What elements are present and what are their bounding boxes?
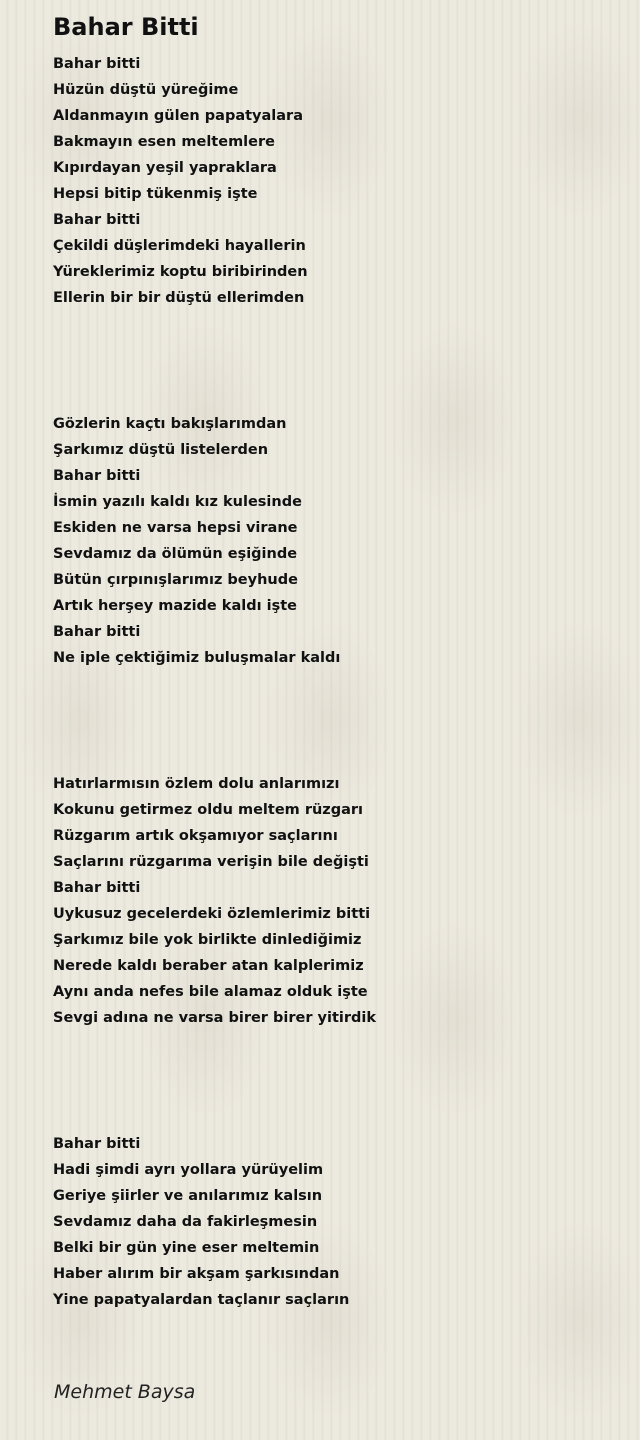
poem-line: Şarkımız düştü listelerden <box>53 442 269 458</box>
poem-line: Yüreklerimiz koptu biribirinden <box>53 264 308 280</box>
poem-line: Sevdamız daha da fakirleşmesin <box>53 1214 318 1230</box>
poem-line: Geriye şiirler ve anılarımız kalsın <box>53 1188 323 1204</box>
poem-line: Yine papatyalardan taçlanır saçların <box>53 1292 350 1308</box>
poem-line: Sevgi adına ne varsa birer birer yitirdik <box>53 1010 377 1026</box>
poem-line: Bahar bitti <box>53 880 141 896</box>
poem-line: Hepsi bitip tükenmiş işte <box>53 186 258 202</box>
poem-line: Aldanmayın gülen papatyalara <box>53 108 303 124</box>
stanza-3 <box>53 771 376 1031</box>
poem-line: Uykusuz gecelerdeki özlemlerimiz bitti <box>53 906 371 922</box>
poem-line: Bahar bitti <box>53 624 141 640</box>
poem-line: İsmin yazılı kaldı kız kulesinde <box>53 494 302 510</box>
poem-line: Bütün çırpınışlarımız beyhude <box>53 572 298 588</box>
stanza-4 <box>53 1131 349 1313</box>
poem-line: Saçlarını rüzgarıma verişin bile değişti <box>53 854 369 870</box>
poem-line: Hadi şimdi ayrı yollara yürüyelim <box>53 1162 324 1178</box>
poem-line: Kokunu getirmez oldu meltem rüzgarı <box>53 802 364 818</box>
poem-line: Bahar bitti <box>53 56 141 72</box>
poem-line: Nerede kaldı beraber atan kalplerimiz <box>53 958 364 974</box>
poem-line: Aynı anda nefes bile alamaz olduk işte <box>53 984 368 1000</box>
poem-line: Bahar bitti <box>53 468 141 484</box>
poem-line: Bahar bitti <box>53 212 141 228</box>
poem-line: Şarkımız bile yok birlikte dinlediğimiz <box>53 932 362 948</box>
poem-line: Gözlerin kaçtı bakışlarımdan <box>53 416 287 432</box>
poem-line: Eskiden ne varsa hepsi virane <box>53 520 298 536</box>
stanza-2 <box>53 411 340 671</box>
stanza-1 <box>53 51 308 311</box>
poem-title: Bahar Bitti <box>53 13 199 41</box>
poem-line: Artık herşey mazide kaldı işte <box>53 598 297 614</box>
poem-line: Belki bir gün yine eser meltemin <box>53 1240 320 1256</box>
poem-line: Ellerin bir bir düştü ellerimden <box>53 290 305 306</box>
poem-line: Bakmayın esen meltemlere <box>53 134 275 150</box>
poem-line: Rüzgarım artık okşamıyor saçlarını <box>53 828 338 844</box>
poem-line: Ne iple çektiğimiz buluşmalar kaldı <box>53 650 341 666</box>
poem-line: Haber alırım bir akşam şarkısından <box>53 1266 340 1282</box>
poem-author: Mehmet Baysa <box>54 1381 196 1403</box>
poem-line: Kıpırdayan yeşil yapraklara <box>53 160 277 176</box>
poem-line: Hatırlarmısın özlem dolu anlarımızı <box>53 776 340 792</box>
poem-line: Çekildi düşlerimdeki hayallerin <box>53 238 306 254</box>
poem-line: Bahar bitti <box>53 1136 141 1152</box>
poem-line: Hüzün düştü yüreğime <box>53 82 239 98</box>
poem-line: Sevdamız da ölümün eşiğinde <box>53 546 298 562</box>
